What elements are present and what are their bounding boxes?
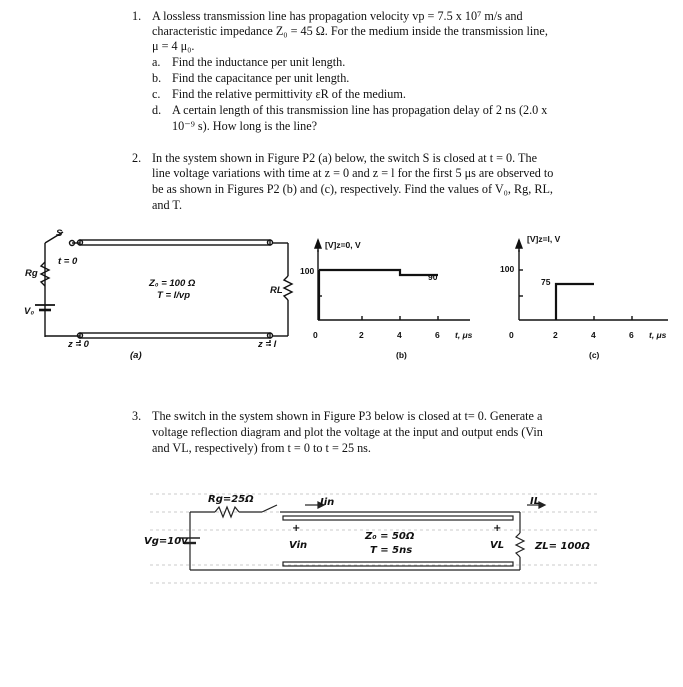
fig-b-y100: 100: [300, 266, 315, 276]
part-a-label: a.: [152, 55, 161, 69]
problem-1-number: 1.: [132, 9, 142, 23]
fig-c-caption: (c): [589, 350, 600, 360]
fig-b-x4: 4: [397, 330, 402, 340]
fig-c-x2: 2: [553, 330, 558, 340]
part-a-text: Find the inductance per unit length.: [172, 55, 346, 69]
vl-plus-sign: +: [493, 523, 502, 534]
part-c-text: Find the relative permittivity εR of the medium.: [172, 87, 406, 101]
part-d-text-2: 10⁻⁹ s). How long is the line?: [172, 119, 318, 133]
problem-1-line-3: μ = 4 μ₀.: [152, 39, 195, 53]
problem-2-line-1: In the system shown in Figure P2 (a) below, the switch S is closed at t = 0. The: [152, 151, 537, 165]
vin-plus-sign: +: [292, 523, 301, 534]
fig3-il-label: IL: [530, 496, 541, 507]
fig-c-x0: 0: [509, 330, 514, 340]
problem-3-number: 3.: [132, 409, 142, 423]
rg-label: Rg: [25, 268, 38, 279]
fig-b-x6: 6: [435, 330, 440, 340]
part-c-label: c.: [152, 87, 161, 101]
problem-3-line-1: The switch in the system shown in Figure P3 below is closed at t= 0. Generate a: [152, 409, 543, 423]
fig-b-x0: 0: [313, 330, 318, 340]
problem-1-line-1: A lossless transmission line has propagation velocity vp = 7.5 x 10⁷ m/s and: [152, 9, 523, 23]
fig3-z0-label: Z₀ = 50Ω: [365, 531, 415, 542]
problem-1-line-2: characteristic impedance Z₀ = 45 Ω. For the medium inside the transmission line,: [152, 24, 548, 38]
fig-c-x4: 4: [591, 330, 596, 340]
problem-3-line-2: voltage reflection diagram and plot the voltage at the input and output ends (Vin: [152, 425, 543, 439]
fig-b-level-90: 90: [428, 272, 438, 282]
part-b-text: Find the capacitance per unit length.: [172, 71, 350, 85]
problem-2-line-3: be as shown in Figures P2 (b) and (c), respectively. Find the values of V₀, Rg, RL,: [152, 182, 553, 196]
part-d-label: d.: [152, 103, 162, 117]
fig3-vin-label: Vin: [289, 540, 308, 551]
problem-2-number: 2.: [132, 151, 142, 165]
fig-b-x2: 2: [359, 330, 364, 340]
fig-b-title: [V]z=0, V: [325, 240, 361, 250]
fig-b-caption: (b): [396, 350, 407, 360]
fig3-iin-label: Iin: [320, 497, 335, 508]
part-b-label: b.: [152, 71, 162, 85]
z0-label: Z₀ = 100 Ω: [149, 278, 196, 289]
problem-2-line-4: and T.: [152, 198, 183, 212]
zl-position-label: z = l: [258, 339, 277, 350]
fig-c-y100: 100: [500, 264, 515, 274]
fig-c-x6: 6: [629, 330, 634, 340]
fig3-rg-label: Rg=25Ω: [208, 494, 254, 505]
fig-b-xunit: t, μs: [455, 330, 473, 340]
z0-position-label: z = 0: [68, 339, 89, 350]
switch-label: S: [56, 228, 63, 239]
v0-label: V₀: [24, 306, 35, 317]
fig-c-title: [V]z=l, V: [527, 234, 561, 244]
fig3-vg-label: Vg=10v: [144, 536, 188, 547]
fig3-t-label: T = 5ns: [370, 545, 413, 556]
part-d-text: A certain length of this transmission line has propagation delay of 2 ns (2.0 x: [172, 103, 548, 117]
fig3-zl-label: ZL= 100Ω: [535, 541, 590, 552]
fig-c-level-75: 75: [541, 277, 551, 287]
t0-label: t = 0: [58, 256, 78, 267]
rl-label: RL: [270, 285, 283, 296]
fig-c-xunit: t, μs: [649, 330, 667, 340]
fig-a-caption: (a): [130, 350, 142, 361]
t-delay-label: T = l/vp: [157, 290, 190, 301]
problem-2-line-2: line voltage variations with time at z = 0 and z = l for the first 5 μs are observed to: [152, 166, 554, 180]
problem-3-line-3: and VL, respectively) from t = 0 to t = 25 ns.: [152, 441, 371, 455]
fig3-vl-label: VL: [490, 540, 505, 551]
